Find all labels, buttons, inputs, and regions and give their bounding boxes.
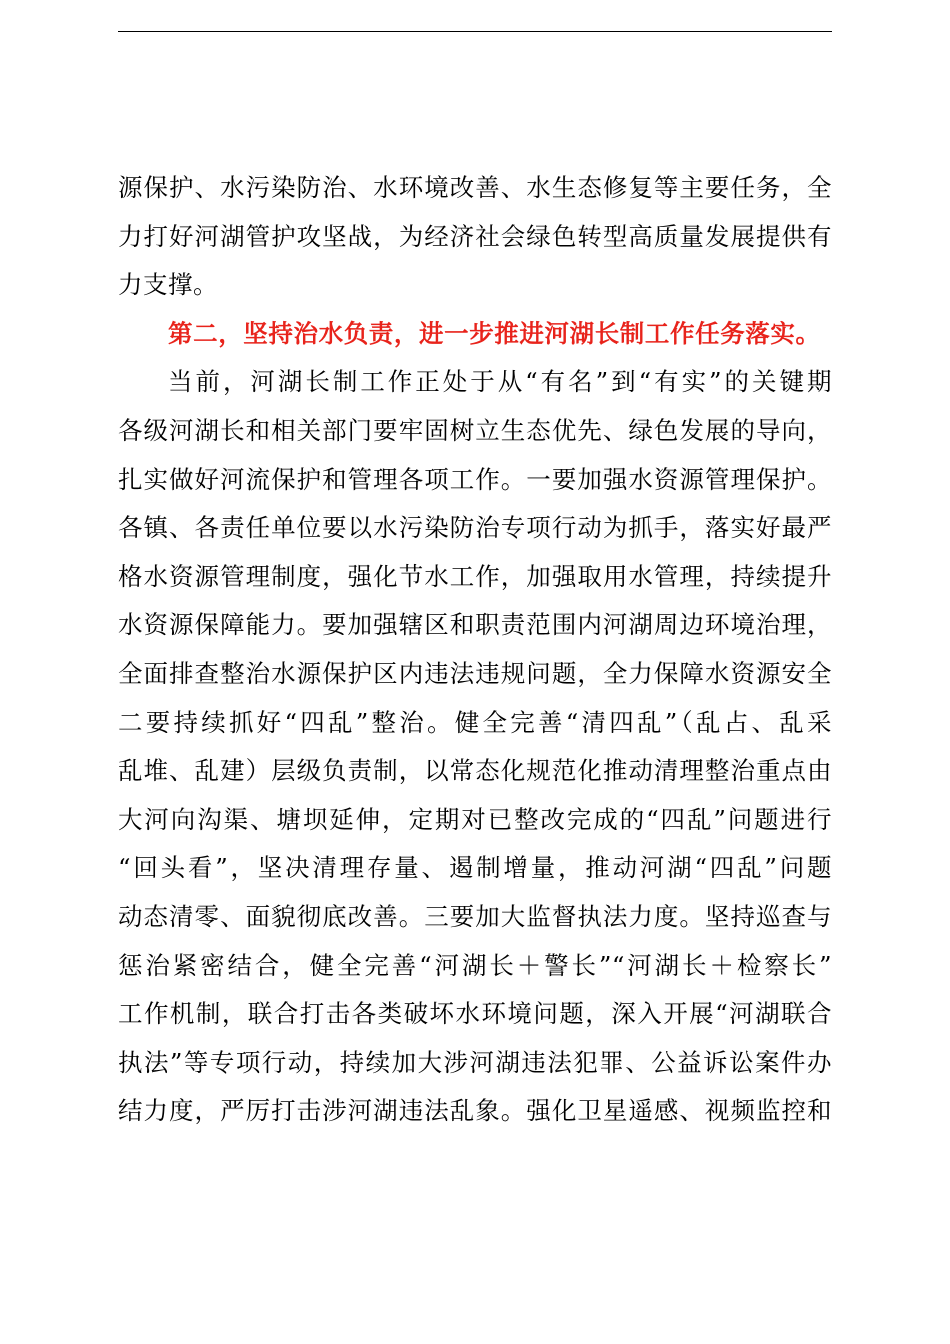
body-line: 格水资源管理制度，强化节水工作，加强取用水管理，持续提升 [118,561,832,591]
header-rule [118,31,832,32]
body-line: 源保护、水污染防治、水环境改善、水生态修复等主要任务，全 [118,173,832,202]
body-line: 执法”等专项行动，持续加大涉河湖违法犯罪、公益诉讼案件办 [118,1047,832,1077]
body-line: 二要持续抓好“四乱”整治。健全完善“清四乱”（乱占、乱采 [118,707,832,737]
body-line: 大河向沟渠、塘坝延伸，定期对已整改完成的“四乱”问题进行 [118,804,832,834]
body-line: 水资源保障能力。要加强辖区和职责范围内河湖周边环境治理， [118,610,832,640]
body-line: 工作机制，联合打击各类破坏水环境问题，深入开展“河湖联合 [118,999,832,1029]
body-line: 动态清零、面貌彻底改善。三要加大监督执法力度。坚持巡查与 [118,901,832,931]
body-line: “回头看”，坚决清理存量、遏制增量，推动河湖“四乱”问题 [118,853,832,883]
document-body [118,164,832,1136]
body-line: 乱堆、乱建）层级负责制，以常态化规范化推动清理整治重点由 [118,756,832,786]
body-line: 各镇、各责任单位要以水污染防治专项行动为抓手，落实好最严 [118,513,832,543]
body-line: 结力度，严厉打击涉河湖违法乱象。强化卫星遥感、视频监控和 [118,1096,832,1126]
body-line: 各级河湖长和相关部门要牢固树立生态优先、绿色发展的导向， [118,415,832,445]
body-line: 力打好河湖管护攻坚战，为经济社会绿色转型高质量发展提供有 [118,221,832,251]
section-heading: 第二，坚持治水负责，进一步推进河湖长制工作任务落实。 [168,318,821,348]
body-line: 全面排查整治水源保护区内违法违规问题，全力保障水资源安全 [118,658,832,688]
body-line: 力支撑。 [118,270,218,300]
body-line: 惩治紧密结合，健全完善“河湖长＋警长”“河湖长＋检察长” [118,950,832,980]
body-line: 扎实做好河流保护和管理各项工作。一要加强水资源管理保护。 [118,464,832,494]
body-line: 当前，河湖长制工作正处于从“有名”到“有实”的关键期 [168,367,832,397]
